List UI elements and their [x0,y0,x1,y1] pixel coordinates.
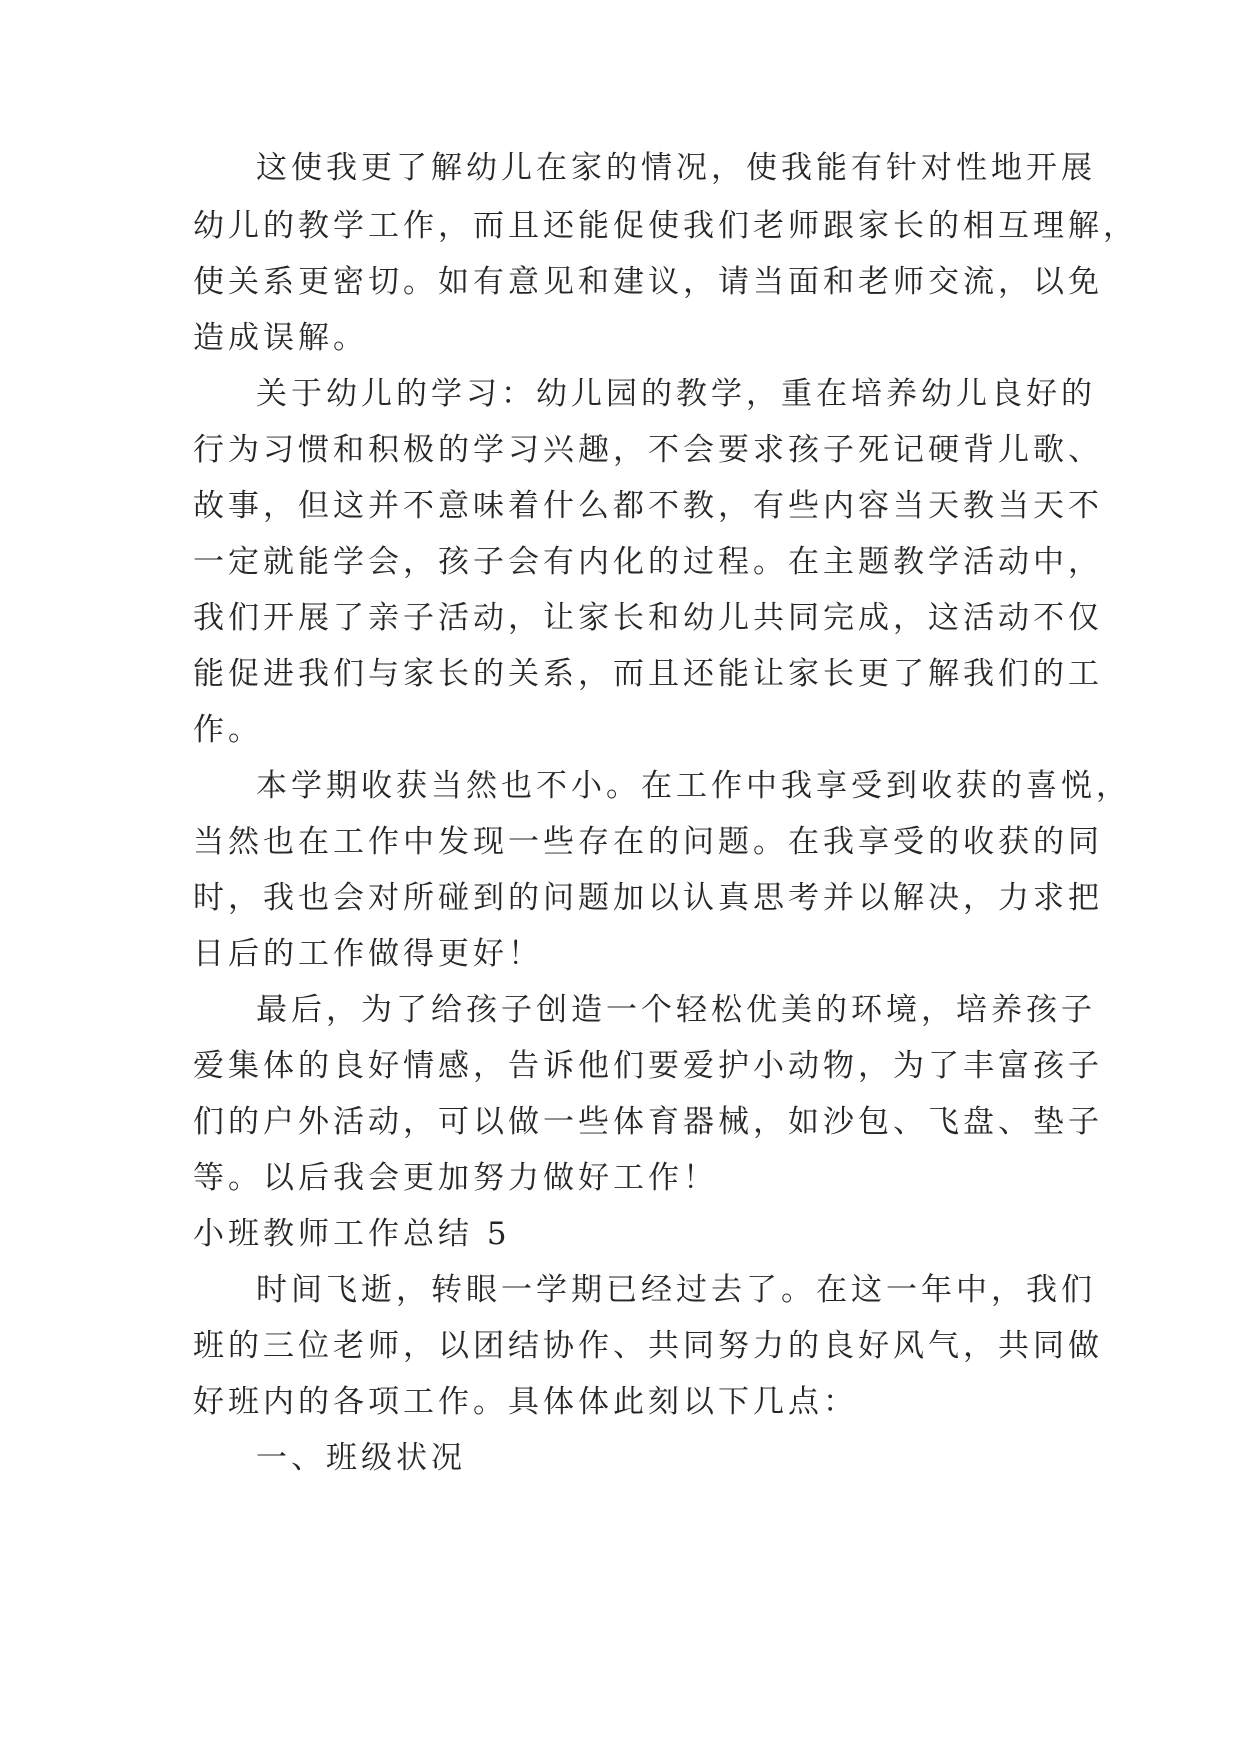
paragraph-3-line-2: 当然也在工作中发现一些存在的问题。在我享受的收获的同 [193,824,1103,860]
paragraph-4-line-3: 们的户外活动，可以做一些体育器械，如沙包、飞盘、垫子 [193,1104,1103,1140]
paragraph-2-line-6: 能促进我们与家长的关系，而且还能让家长更了解我们的工 [193,656,1103,692]
paragraph-5-line-3: 好班内的各项工作。具体体此刻以下几点： [193,1384,858,1420]
paragraph-2-line-1: 关于幼儿的学习：幼儿园的教学，重在培养幼儿良好的 [256,376,1096,412]
paragraph-2-line-3: 故事，但这并不意味着什么都不教，有些内容当天教当天不 [193,488,1103,524]
subsection-heading: 一、班级状况 [256,1440,466,1476]
paragraph-4-line-2: 爱集体的良好情感，告诉他们要爱护小动物，为了丰富孩子 [193,1048,1103,1084]
paragraph-4-line-4: 等。以后我会更加努力做好工作！ [193,1160,718,1196]
paragraph-1-line-2: 幼儿的教学工作，而且还能促使我们老师跟家长的相互理解， [193,208,1138,244]
section-heading: 小班教师工作总结 5 [193,1216,511,1252]
paragraph-3-line-3: 时，我也会对所碰到的问题加以认真思考并以解决，力求把 [193,880,1103,916]
paragraph-2-line-4: 一定就能学会，孩子会有内化的过程。在主题教学活动中， [193,544,1103,580]
paragraph-3-line-4: 日后的工作做得更好！ [193,936,543,972]
paragraph-4-line-1: 最后，为了给孩子创造一个轻松优美的环境，培养孩子 [256,992,1096,1028]
paragraph-5-line-1: 时间飞逝，转眼一学期已经过去了。在这一年中，我们 [256,1272,1096,1308]
paragraph-1-line-3: 使关系更密切。如有意见和建议，请当面和老师交流，以免 [193,264,1103,300]
paragraph-1-line-1: 这使我更了解幼儿在家的情况，使我能有针对性地开展 [256,150,1096,186]
paragraph-1-line-4: 造成误解。 [193,320,368,356]
paragraph-2-line-2: 行为习惯和积极的学习兴趣，不会要求孩子死记硬背儿歌、 [193,432,1103,468]
paragraph-2-line-7: 作。 [193,712,263,748]
paragraph-3-line-1: 本学期收获当然也不小。在工作中我享受到收获的喜悦， [256,768,1131,804]
paragraph-5-line-2: 班的三位老师，以团结协作、共同努力的良好风气，共同做 [193,1328,1103,1364]
paragraph-2-line-5: 我们开展了亲子活动，让家长和幼儿共同完成，这活动不仅 [193,600,1103,636]
